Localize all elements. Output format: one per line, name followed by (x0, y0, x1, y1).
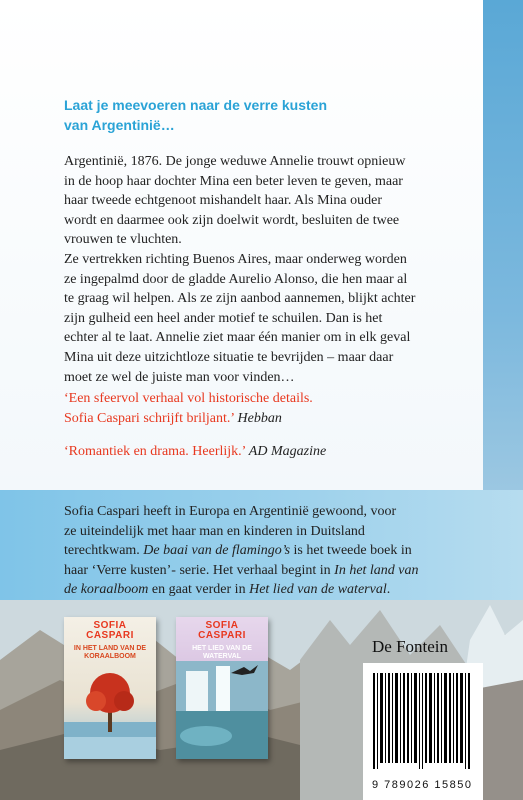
book-title: IN HET LAND VAN DE KORAALBOOM (73, 645, 147, 660)
bio-line: Sofia Caspari heeft in Europa en Argentinië gewoond, voor (64, 504, 397, 519)
publisher-name: De Fontein (372, 637, 449, 656)
quote-text: Sofia Caspari schrijft briljant.’ (64, 410, 235, 426)
quote-source: Hebban (237, 410, 282, 426)
review-quote (64, 389, 476, 428)
synopsis-line: echter al te laat. Annelie ziet maar één manier om in elk geval (64, 330, 411, 346)
synopsis-line: in de hoop haar dochter Mina een beter leven te geven, maar (64, 173, 403, 189)
synopsis-line: Ze vertrekken richting Buenos Aires, maar onderweg worden (64, 251, 407, 267)
synopsis-line: ze ingepalmd door de gladde Aurelio Alonso, die hen maar al (64, 271, 408, 287)
quote-source: AD Magazine (248, 444, 327, 459)
bio-text: terechtkwam. (64, 543, 140, 559)
bio-line (64, 561, 484, 581)
author-bio (64, 502, 484, 600)
synopsis-line: Mina uit deze uitzichtloze situatie te bevrijden – maar daar (64, 349, 394, 365)
review-quote (64, 442, 476, 462)
barcode-number: 9 789026 15850 (372, 779, 473, 791)
quote-line: ‘Een sfeervol verhaal vol historische details. (64, 391, 313, 406)
bio-text: . (386, 582, 391, 598)
synopsis-line: Argentinië, 1876. De jonge weduwe Annelie trouwt opnieuw (64, 154, 406, 169)
bio-line (64, 580, 484, 600)
waterfall-illustration (176, 661, 268, 759)
book-author-line: SOFIA (93, 620, 127, 631)
tagline-line: Laat je meevoeren naar de verre kusten (64, 97, 328, 113)
book-title-ref: De baai van de flamingo’s (143, 543, 291, 559)
book-title: HET LIED VAN DE WATERVAL (192, 645, 252, 660)
synopsis-line: zijn gulheid een heel ander motief te schuilen. Dan is het (64, 310, 383, 326)
bio-text: en gaat verder in (151, 582, 246, 598)
book-title-ref: Het lied van de waterval (249, 582, 387, 598)
book-author (176, 621, 268, 641)
book-title-ref: In het land van (334, 562, 419, 578)
bio-text: is het tweede boek in (293, 543, 412, 559)
bio-text: haar ‘Verre kusten’- serie. Het verhaal begint in (64, 562, 331, 578)
book-author-line: CASPARI (198, 630, 246, 641)
book-title-ref: de koraalboom (64, 582, 149, 598)
book-author (64, 621, 156, 641)
tagline-heading (64, 95, 464, 135)
quote-line (64, 409, 476, 429)
barcode-bars (363, 663, 483, 773)
synopsis (64, 152, 476, 387)
book-cover-koraalboom (64, 617, 156, 759)
synopsis-line: haar tweede echtgenoot mishandelt haar. Als Mina ouder (64, 193, 383, 209)
synopsis-line: moet ze wel de juiste man voor vinden… (64, 369, 295, 385)
bio-line: ze uiteindelijk met haar man en kinderen in Duitsland (64, 523, 365, 539)
synopsis-line: te graag wil helpen. Als ze zijn aanbod aannemen, blijkt achter (64, 291, 416, 307)
book-author-line: SOFIA (205, 620, 239, 631)
quote-text: ‘Romantiek en drama. Heerlijk.’ (64, 444, 246, 459)
tree-illustration (64, 667, 156, 759)
book-cover-waterval (176, 617, 268, 759)
synopsis-line: wordt en daarmee ook zijn doelwit wordt, besluiten de twee (64, 212, 400, 228)
synopsis-line: vrouwen te vluchten. (64, 232, 182, 248)
tagline-line: van Argentinië… (64, 117, 175, 133)
book-author-line: CASPARI (86, 630, 134, 641)
bio-line (64, 541, 484, 561)
